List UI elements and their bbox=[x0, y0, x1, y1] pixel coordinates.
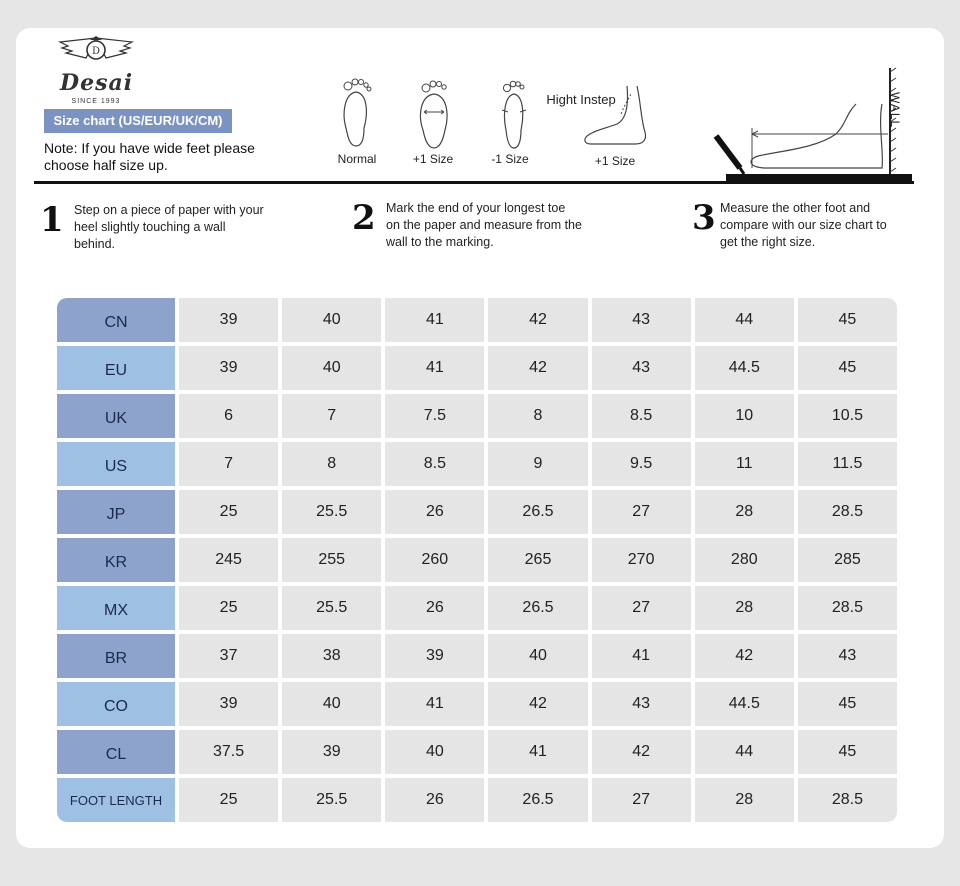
size-cell: 42 bbox=[592, 730, 691, 774]
size-cell: 28.5 bbox=[798, 778, 897, 822]
size-cell: 7.5 bbox=[385, 394, 484, 438]
size-row-label: FOOT LENGTH bbox=[57, 778, 175, 822]
size-cell: 41 bbox=[385, 682, 484, 726]
size-row-label: CN bbox=[57, 298, 175, 342]
high-instep-caption: Hight Instep bbox=[546, 92, 616, 107]
size-cell: 285 bbox=[798, 538, 897, 582]
size-cell: 40 bbox=[385, 730, 484, 774]
step-number: 3 bbox=[692, 198, 716, 238]
size-cell: 43 bbox=[592, 298, 691, 342]
size-cell: 42 bbox=[488, 346, 587, 390]
size-cell: 42 bbox=[488, 298, 587, 342]
step-number: 2 bbox=[352, 198, 376, 238]
size-cell: 39 bbox=[179, 682, 278, 726]
size-guide-card bbox=[16, 28, 944, 848]
size-cell: 25 bbox=[179, 490, 278, 534]
wall-label: WALL bbox=[888, 92, 902, 129]
step-text: Measure the other foot and compare with our size chart to get the right size. bbox=[720, 201, 887, 249]
size-cell: 255 bbox=[282, 538, 381, 582]
normal-foot-icon bbox=[336, 76, 376, 151]
size-row-label: JP bbox=[57, 490, 175, 534]
foot-type-label-high-instep: +1 Size bbox=[594, 154, 636, 168]
size-cell: 37.5 bbox=[179, 730, 278, 774]
high-instep-foot-icon bbox=[581, 84, 661, 154]
foot-type-label-narrow: -1 Size bbox=[491, 152, 529, 166]
size-cell: 26.5 bbox=[488, 778, 587, 822]
size-cell: 38 bbox=[282, 634, 381, 678]
size-cell: 44.5 bbox=[695, 346, 794, 390]
wide-foot-icon bbox=[414, 78, 454, 153]
size-cell: 270 bbox=[592, 538, 691, 582]
size-cell: 28 bbox=[695, 778, 794, 822]
size-cell: 6 bbox=[179, 394, 278, 438]
size-cell: 40 bbox=[282, 298, 381, 342]
size-cell: 26.5 bbox=[488, 586, 587, 630]
size-cell: 44 bbox=[695, 298, 794, 342]
size-cell: 37 bbox=[179, 634, 278, 678]
size-cell: 8.5 bbox=[592, 394, 691, 438]
size-cell: 39 bbox=[385, 634, 484, 678]
size-cell: 27 bbox=[592, 490, 691, 534]
size-cell: 9.5 bbox=[592, 442, 691, 486]
size-cell: 27 bbox=[592, 586, 691, 630]
size-cell: 42 bbox=[695, 634, 794, 678]
size-cell: 40 bbox=[282, 346, 381, 390]
size-cell: 45 bbox=[798, 730, 897, 774]
size-cell: 8 bbox=[488, 394, 587, 438]
size-cell: 265 bbox=[488, 538, 587, 582]
foot-type-label-wide: +1 Size bbox=[412, 152, 454, 166]
size-cell: 41 bbox=[488, 730, 587, 774]
size-cell: 42 bbox=[488, 682, 587, 726]
size-cell: 10.5 bbox=[798, 394, 897, 438]
size-cell: 260 bbox=[385, 538, 484, 582]
size-cell: 245 bbox=[179, 538, 278, 582]
size-cell: 45 bbox=[798, 346, 897, 390]
size-cell: 25 bbox=[179, 586, 278, 630]
size-cell: 40 bbox=[282, 682, 381, 726]
size-cell: 280 bbox=[695, 538, 794, 582]
size-row-label: MX bbox=[57, 586, 175, 630]
foot-type-label-normal: Normal bbox=[337, 152, 377, 166]
size-cell: 7 bbox=[179, 442, 278, 486]
size-cell: 28 bbox=[695, 586, 794, 630]
size-cell: 11 bbox=[695, 442, 794, 486]
size-row-label: EU bbox=[57, 346, 175, 390]
size-cell: 8 bbox=[282, 442, 381, 486]
narrow-foot-icon bbox=[494, 78, 534, 153]
svg-text:D: D bbox=[91, 46, 101, 57]
size-cell: 39 bbox=[179, 346, 278, 390]
size-cell: 26.5 bbox=[488, 490, 587, 534]
measure-foot-wall-icon bbox=[706, 64, 916, 184]
size-cell: 25.5 bbox=[282, 490, 381, 534]
size-row-label: CO bbox=[57, 682, 175, 726]
size-cell: 11.5 bbox=[798, 442, 897, 486]
size-cell: 9 bbox=[488, 442, 587, 486]
size-cell: 25.5 bbox=[282, 586, 381, 630]
step-text: Mark the end of your longest toe on the paper and measure from the wall to the marking. bbox=[386, 201, 582, 249]
size-row-label: US bbox=[57, 442, 175, 486]
size-row-label: CL bbox=[57, 730, 175, 774]
size-cell: 26 bbox=[385, 490, 484, 534]
header-divider bbox=[34, 181, 914, 184]
step-text: Step on a piece of paper with your heel slightly touching a wall behind. bbox=[74, 203, 264, 251]
size-cell: 44 bbox=[695, 730, 794, 774]
size-cell: 43 bbox=[592, 346, 691, 390]
brand-name: Desai bbox=[60, 70, 134, 96]
size-cell: 41 bbox=[385, 298, 484, 342]
size-row-label: UK bbox=[57, 394, 175, 438]
size-row-label: KR bbox=[57, 538, 175, 582]
size-cell: 8.5 bbox=[385, 442, 484, 486]
size-cell: 45 bbox=[798, 298, 897, 342]
size-cell: 28.5 bbox=[798, 586, 897, 630]
size-cell: 26 bbox=[385, 586, 484, 630]
size-cell: 40 bbox=[488, 634, 587, 678]
size-cell: 43 bbox=[592, 682, 691, 726]
size-cell: 27 bbox=[592, 778, 691, 822]
size-cell: 41 bbox=[385, 346, 484, 390]
size-cell: 10 bbox=[695, 394, 794, 438]
size-cell: 28.5 bbox=[798, 490, 897, 534]
size-row-label: BR bbox=[57, 634, 175, 678]
size-cell: 25.5 bbox=[282, 778, 381, 822]
size-cell: 25 bbox=[179, 778, 278, 822]
size-cell: 43 bbox=[798, 634, 897, 678]
wide-feet-note: Note: If you have wide feet please choose half size up. bbox=[44, 140, 255, 173]
size-chart-label: Size chart (US/EUR/UK/CM) bbox=[44, 109, 232, 133]
size-cell: 26 bbox=[385, 778, 484, 822]
size-cell: 7 bbox=[282, 394, 381, 438]
winged-shield-icon bbox=[54, 34, 138, 74]
size-cell: 39 bbox=[282, 730, 381, 774]
size-cell: 28 bbox=[695, 490, 794, 534]
step-number: 1 bbox=[40, 200, 64, 240]
size-chart-table bbox=[57, 298, 897, 822]
brand-since: SINCE 1993 bbox=[71, 98, 121, 105]
size-cell: 41 bbox=[592, 634, 691, 678]
size-cell: 44.5 bbox=[695, 682, 794, 726]
brand-logo bbox=[54, 34, 138, 106]
size-cell: 39 bbox=[179, 298, 278, 342]
size-cell: 45 bbox=[798, 682, 897, 726]
